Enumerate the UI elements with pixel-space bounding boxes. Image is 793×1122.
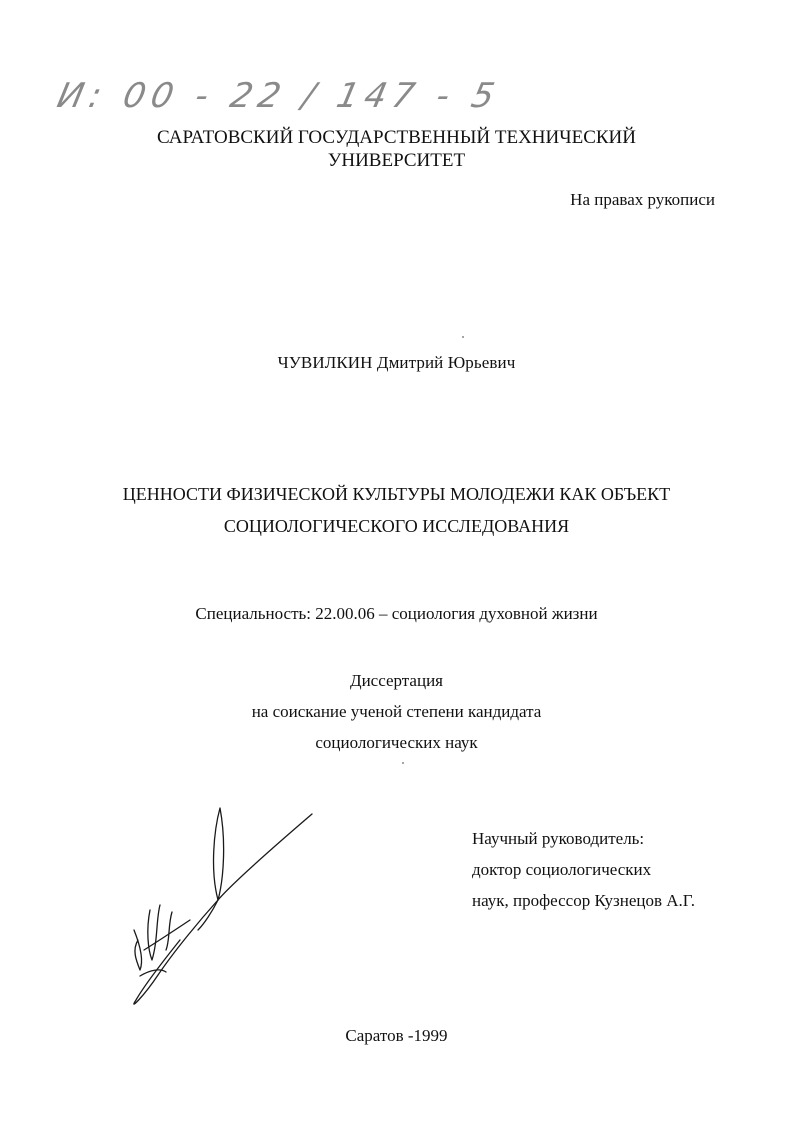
supervisor-line2: доктор социологических	[472, 860, 652, 879]
specialty-line: Специальность: 22.00.06 – социология духовной жизни	[195, 604, 598, 623]
dissertation-title	[0, 478, 793, 542]
scientific-supervisor	[472, 823, 695, 916]
degree-statement-line3: социологических наук	[315, 733, 478, 752]
dissertation-title-line2: СОЦИОЛОГИЧЕСКОГО ИССЛЕДОВАНИЯ	[223, 516, 570, 536]
supervisor-line3: наук, профессор Кузнецов А.Г.	[472, 891, 695, 910]
university-name-line1: САРАТОВСКИЙ ГОСУДАРСТВЕННЫЙ ТЕХНИЧЕСКИЙ	[157, 127, 636, 148]
scan-speck	[462, 336, 464, 338]
supervisor-line1: Научный руководитель:	[472, 829, 645, 848]
handwritten-signature	[120, 800, 330, 1020]
degree-statement	[0, 665, 793, 758]
city-year: Саратов -1999	[345, 1026, 448, 1045]
author-name: ЧУВИЛКИН Дмитрий Юрьевич	[277, 353, 516, 372]
degree-statement-line1: Диссертация	[349, 671, 443, 690]
scan-speck	[402, 762, 404, 764]
rights-notice: На правах рукописи	[570, 190, 715, 209]
university-name-line2: УНИВЕРСИТЕТ	[327, 150, 466, 171]
dissertation-title-line1: ЦЕННОСТИ ФИЗИЧЕСКОЙ КУЛЬТУРЫ МОЛОДЕЖИ КАК ОБЪЕКТ	[122, 484, 671, 504]
handwritten-archive-number: И: 00 - 22 / 147 - 5	[53, 76, 504, 116]
degree-statement-line2: на соискание ученой степени кандидата	[251, 702, 542, 721]
university-name	[0, 126, 793, 172]
